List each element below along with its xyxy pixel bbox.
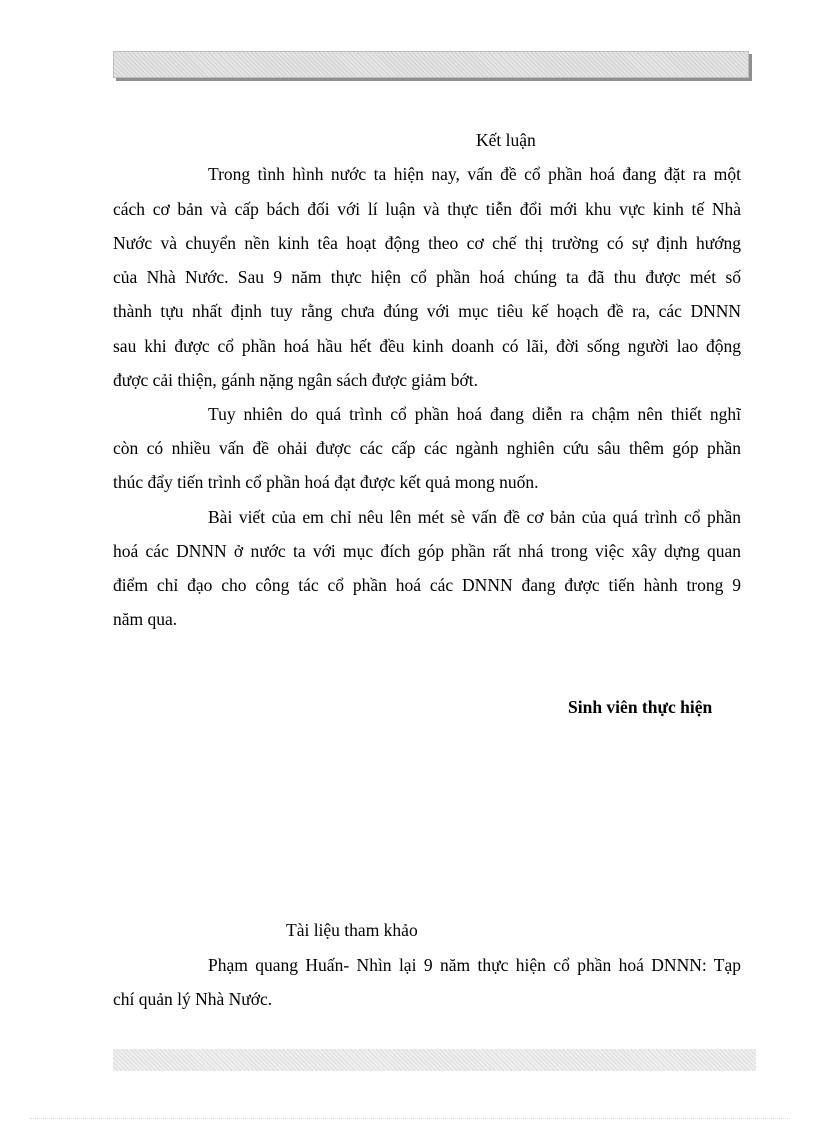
- reference-line-2: chí quản lý Nhà Nước.: [113, 989, 273, 1009]
- paragraph-2-line-2: còn có nhiều vấn đề ohải được các cấp các ngành nghiên cứu sâu thêm góp phần: [113, 438, 741, 458]
- paragraph-2-line-3: thúc đẩy tiến trình cổ phần hoá đạt được kết quả mong nuốn.: [113, 472, 539, 492]
- signature-label: Sinh viên thực hiện: [568, 697, 713, 717]
- conclusion-heading: Kết luận: [476, 130, 536, 150]
- paragraph-1-line-3: Nước và chuyển nền kinh têa hoạt động theo cơ chế thị trường có sự định hướng: [113, 233, 741, 253]
- page-header-bar: [113, 51, 749, 78]
- paragraph-3-line-3: điểm chỉ đạo cho công tác cổ phần hoá các DNNN đang được tiến hành trong 9: [113, 575, 741, 595]
- paragraph-3-line-2: hoá các DNNN ở nước ta với mục đích góp phần rất nhá trong việc xây dựng quan: [113, 541, 741, 561]
- paragraph-1-line-7: được cải thiện, gánh nặng ngân sách được giảm bớt.: [113, 370, 479, 390]
- page-footer-bar: [113, 1049, 756, 1071]
- paragraph-1-line-2: cách cơ bản và cấp bách đối với lí luận và thực tiễn đổi mới khu vực kinh tế Nhà: [113, 199, 741, 219]
- paragraph-1-line-5: thành tựu nhất định tuy rằng chưa đúng với mục tiêu kế hoạch đề ra, các DNNN: [113, 301, 741, 321]
- reference-line-1: Phạm quang Huấn- Nhìn lại 9 năm thực hiện cổ phần hoá DNNN: Tạp: [208, 955, 741, 975]
- paragraph-2-line-1: Tuy nhiên do quá trình cổ phần hoá đang diễn ra chậm nên thiết nghĩ: [208, 404, 741, 424]
- references-heading: Tài liệu tham khảo: [286, 920, 418, 940]
- page-bottom-edge: [30, 1118, 790, 1119]
- paragraph-3-line-4: năm qua.: [113, 609, 178, 629]
- paragraph-1-line-4: của Nhà Nước. Sau 9 năm thực hiện cổ phần hoá chúng ta đã thu được mét số: [113, 267, 741, 287]
- paragraph-1-line-1: Trong tình hình nước ta hiện nay, vấn đề cổ phần hoá đang đặt ra một: [208, 164, 741, 184]
- paragraph-1-line-6: sau khi được cổ phần hoá hầu hết đều kinh doanh có lãi, đời sống người lao động: [113, 336, 741, 356]
- paragraph-3-line-1: Bài viết của em chỉ nêu lên mét sè vấn đề cơ bản của quá trình cổ phần: [208, 507, 741, 527]
